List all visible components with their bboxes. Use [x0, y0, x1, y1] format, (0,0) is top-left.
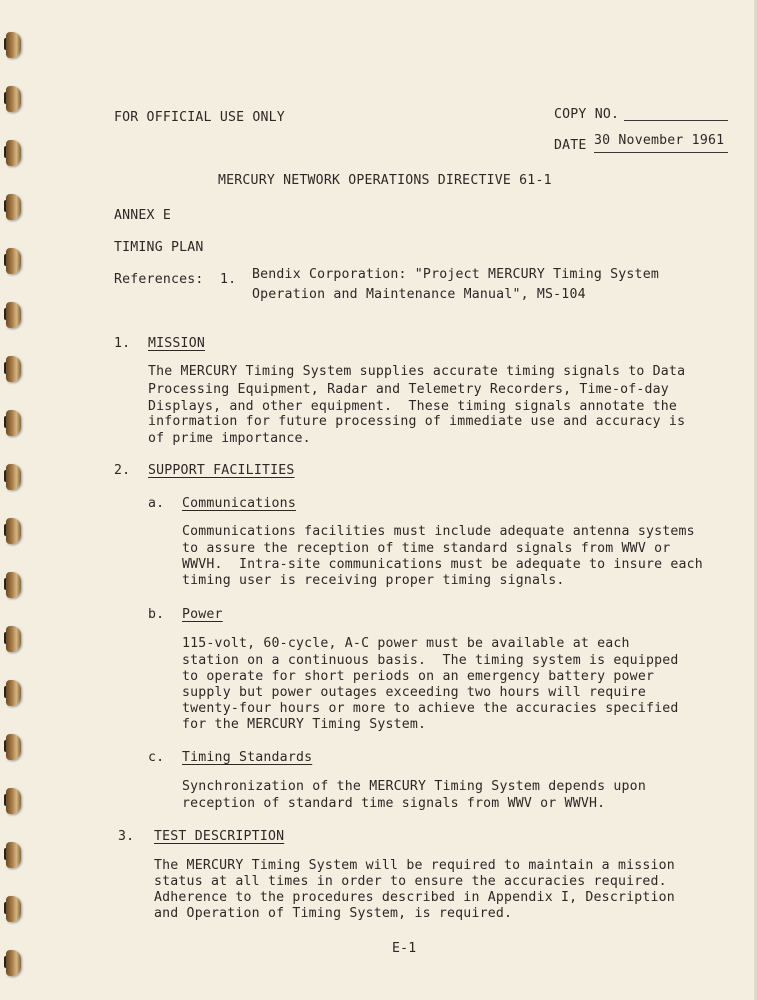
binding-ring — [4, 84, 24, 114]
paragraph-line: station on a continuous basis. The timing system is equipped — [182, 653, 679, 668]
paragraph-line: supply but power outages exceeding two hours will require — [182, 685, 646, 700]
subsection-letter: c. — [148, 750, 165, 765]
binding-ring — [4, 786, 24, 816]
section-heading-mission: MISSION — [148, 336, 205, 351]
paragraph-line: for the MERCURY Timing System. — [182, 717, 427, 732]
subsection-heading-power: Power — [182, 607, 223, 622]
binding-ring — [4, 732, 24, 762]
binding-ring — [4, 678, 24, 708]
binding-ring — [4, 516, 24, 546]
subsection-heading-communications: Communications — [182, 496, 296, 511]
reference-line: Operation and Maintenance Manual", MS-104 — [252, 287, 586, 302]
annex-label: ANNEX E — [114, 208, 171, 223]
spiral-binding — [0, 0, 30, 1000]
subsection-letter: b. — [148, 607, 165, 622]
subsection-heading-timing-standards: Timing Standards — [182, 750, 313, 765]
binding-ring — [4, 138, 24, 168]
binding-ring — [4, 570, 24, 600]
classification-marking: FOR OFFICIAL USE ONLY — [114, 110, 285, 125]
plan-title: TIMING PLAN — [114, 240, 204, 255]
binding-ring — [4, 462, 24, 492]
paragraph-line: and Operation of Timing System, is required. — [154, 906, 513, 921]
copy-number-field — [624, 120, 728, 121]
binding-ring — [4, 840, 24, 870]
paragraph-line: timing user is receiving proper timing signals. — [182, 573, 565, 588]
paragraph-line: Processing Equipment, Radar and Telemetry Recorders, Time-of-day — [148, 382, 669, 397]
paragraph-line: The MERCURY Timing System supplies accurate timing signals to Data — [148, 364, 686, 379]
paragraph-line: The MERCURY Timing System will be required to maintain a mission — [154, 858, 675, 873]
section-number: 3. — [118, 829, 135, 844]
binding-ring — [4, 246, 24, 276]
binding-ring — [4, 30, 24, 60]
paragraph-line: Displays, and other equipment. These timing signals annotate the — [148, 399, 678, 414]
paragraph-line: information for future processing of immediate use and accuracy is — [148, 414, 686, 429]
page-edge — [754, 0, 758, 1000]
binding-ring — [4, 408, 24, 438]
section-heading-support-facilities: SUPPORT FACILITIES — [148, 463, 295, 478]
reference-line: Bendix Corporation: "Project MERCURY Timing System — [252, 267, 659, 282]
paragraph-line: 115-volt, 60-cycle, A-C power must be available at each — [182, 636, 630, 651]
paragraph-line: WWVH. Intra-site communications must be adequate to insure each — [182, 557, 703, 572]
binding-ring — [4, 192, 24, 222]
section-number: 1. — [114, 336, 131, 351]
paragraph-line: Synchronization of the MERCURY Timing System depends upon — [182, 779, 646, 794]
reference-number: 1. — [220, 272, 237, 287]
paragraph-line: to assure the reception of time standard signals from WWV or — [182, 541, 671, 556]
page-number: E-1 — [392, 941, 417, 956]
paragraph-line: status at all times in order to ensure the accuracies required. — [154, 874, 667, 889]
date-value: 30 November 1961 — [594, 132, 728, 153]
paragraph-line: Communications facilities must include adequate antenna systems — [182, 524, 695, 539]
paragraph-line: of prime importance. — [148, 431, 311, 446]
section-number: 2. — [114, 463, 131, 478]
binding-ring — [4, 300, 24, 330]
binding-ring — [4, 894, 24, 924]
paragraph-line: Adherence to the procedures described in Appendix I, Description — [154, 890, 675, 905]
paragraph-line: to operate for short periods on an emergency battery power — [182, 669, 655, 684]
section-heading-test-description: TEST DESCRIPTION — [154, 829, 285, 844]
references-label: References: — [114, 272, 204, 287]
paragraph-line: reception of standard time signals from WWV or WWVH. — [182, 796, 606, 811]
subsection-letter: a. — [148, 496, 165, 511]
directive-title: MERCURY NETWORK OPERATIONS DIRECTIVE 61-1 — [218, 173, 552, 188]
binding-ring — [4, 354, 24, 384]
binding-ring — [4, 624, 24, 654]
binding-ring — [4, 948, 24, 978]
copy-number-label: COPY NO. — [554, 107, 620, 122]
date-label: DATE — [554, 138, 587, 153]
paragraph-line: twenty-four hours or more to achieve the accuracies specified — [182, 701, 679, 716]
